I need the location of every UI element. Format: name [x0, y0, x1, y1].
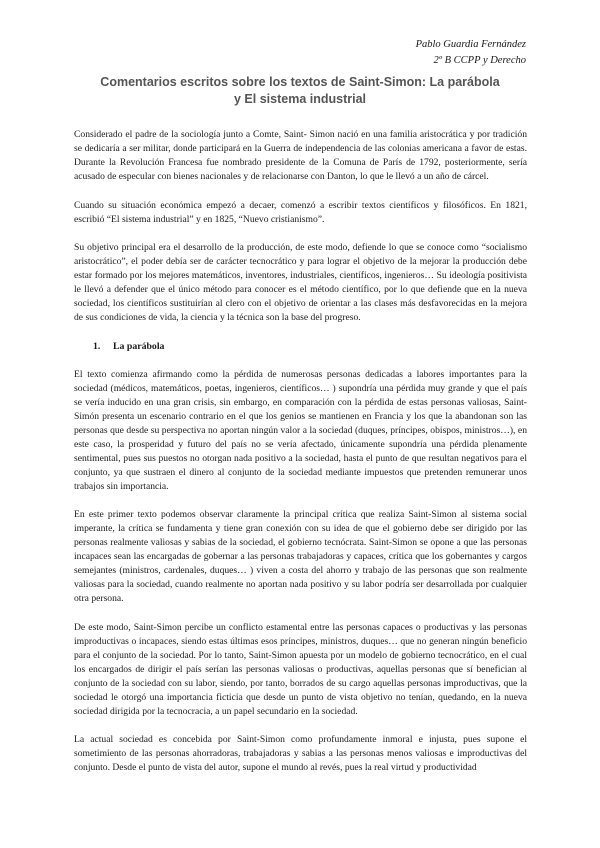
section-number: 1.: [93, 340, 101, 352]
paragraph-section-2: En este primer texto podemos observar claramente la principal crítica que realiza Saint-Simon al sistema social imperante, la crítica se fundamenta y tiene gran conexión con su idea de que el gobierno debe ser dirigido por las personas realmente valiosas y sabias de la sociedad, el gobierno tecnócrata. Saint-Simon se opone a que las personas incapaces sean las encargadas de gobernar a las personas trabajadoras y capaces, crítica que los gobernantes y cargos semejantes (ministros, cardenales, duques… ) viven a costa del ahorro y trabajo de las personas que son realmente valiosas para la sociedad, cuando realmente no aportan nada positivo y su labor podría ser desarrollada por cualquier otra persona.: [74, 509, 527, 604]
paragraph-section-4: La actual sociedad es concebida por Saint-Simon como profundamente inmoral e injusta, pues supone el sometimiento de las personas ahorradoras, trabajadoras y sabias a las personas menos valiosas e improductivas del conjunto. Desde el punto de vista del autor, supone el mundo al revés, pues la real virtud y productividad: [74, 734, 527, 773]
author-name: Pablo Guardia Fernández: [415, 39, 526, 50]
paragraph-intro-2: Cuando su situación económica empezó a decaer, comenzó a escribir textos científicos y filosóficos. En 1821, escribió “El sistema industrial” y en 1825, “Nuevo cristianismo”.: [74, 199, 527, 225]
paragraph-intro-1: Considerado el padre de la sociología junto a Comte, Saint- Simon nació en una familia aristocrática y por tradición se dedicaría a ser militar, donde participará en la Guerra de independencia de las colonias americana a favor de estas. Durante la Revolución Francesa fue nombrado presidente de la Comuna de París de 1792, posteriormente, sería acusado de especular con bienes nacionales y de relacionarse con Danton, lo que le llevó a un año de cárcel.: [74, 129, 527, 182]
section-title: La parábola: [113, 340, 165, 352]
section-heading: [74, 340, 527, 354]
paragraph-section-3: De este modo, Saint-Simon percibe un conflicto estamental entre las personas capaces o productivas y las personas improductivas o incapaces, siendo estas últimas esos príncipes, ministros, duques… que no generan ningún beneficio para el conjunto de la sociedad. Por lo tanto, Saint-Simon apuesta por un modelo de gobierno tecnocrático, en el cual los encargados de dirigir el país serían las personas valiosas o productivas, aquellas personas que sí benefician al conjunto de la sociedad con su labor, siendo, por tanto, borrados de su cargo aquellas personas improductivas, que la sociedad le otorgó una importancia ficticia que desde un punto de vista objetivo no tenían, quedando, en la nueva sociedad dirigida por la tecnocracia, a un papel secundario en la sociedad.: [74, 621, 527, 717]
document-body: [74, 128, 527, 790]
paragraph-section-1: El texto comienza afirmando como la pérdida de numerosas personas dedicadas a labores importantes para la sociedad (médicos, matemáticos, poetas, ingenieros, científicos… ) supondría una pérdida muy grande y que el país se vería inducido en una gran crisis, sin embargo, en comparación con la pérdida de estas personas valiosas, Saint-Simón presenta un escenario contrario en el que los genios se mantienen en Francia y los que la abandonan son las personas que desde su perspectiva no aportan ningún valor a la sociedad (duques, príncipes, obispos, ministros…), en este caso, la prosperidad y futuro del país no se vería afectado, únicamente supondría una pérdida plenamente sentimental, pues sus puestos no otorgan nada positivo a la sociedad, hasta el punto de que resultan negativos para el conjunto, ya que sustraen el dinero al conjunto de la sociedad mediante impuestos que pretenden remunerar unos trabajos sin importancia.: [74, 368, 527, 492]
paragraph-intro-3: Su objetivo principal era el desarrollo de la producción, de este modo, defiende lo que se conoce como “socialismo aristocrático”, el poder debía ser de carácter tecnocrático y para lograr el objetivo de la mejorar la producción debe estar formado por los mejores matemáticos, inventores, industriales, científicos, ingenieros… Su ideología positivista le llevó a defender que el único método para conocer es el método científico, por lo que defiende que en la nueva sociedad, los científicos sustituirían al clero con el objetivo de orientar a las clases más desfavorecidas en la mejora de sus condiciones de vida, la ciencia y la técnica son la base del progreso.: [74, 242, 527, 323]
author-block: [416, 37, 526, 69]
course-label: 2º B CCPP y Derecho: [433, 55, 526, 66]
document-title: Comentarios escritos sobre los textos de Saint-Simon: La parábola y El sistema industrial: [100, 75, 500, 106]
